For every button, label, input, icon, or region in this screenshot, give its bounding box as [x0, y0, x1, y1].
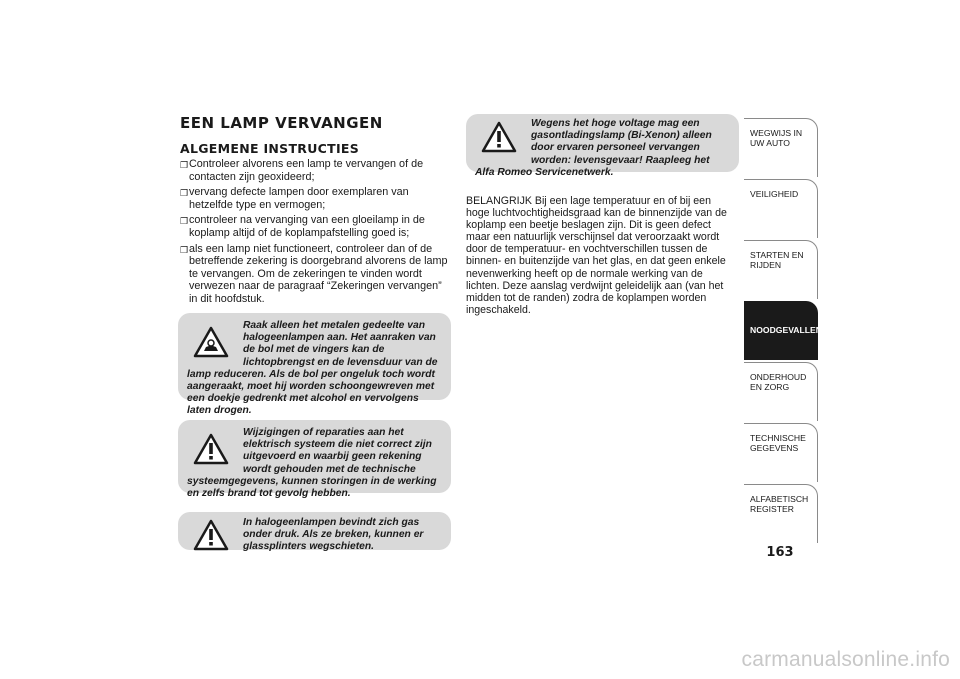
list-item	[180, 158, 452, 183]
list-item	[180, 186, 452, 211]
page-title: EEN LAMP VERVANGEN	[180, 114, 383, 132]
tab-noodgevallen[interactable]	[744, 301, 822, 360]
list-item	[180, 214, 452, 239]
important-paragraph: BELANGRIJK Bij een lage temperatuur en of bij een hoge luchtvochtigheidsgraad kan de binnenzijde van de koplamp een beetje beslagen zijn. Dit is geen defect maar een natuurlijk verschijnsel dat veroorzaakt wordt door de temperatuur- en vochtverschillen tussen de binnen- en buitenzijde van het glas, en dat geen enkele nevenwerking heeft op de normale werking van de lichten. Deze aanslag verdwijnt geleidelijk aan (van het midden tot de randen) zodra de koplampen worden ingeschakeld.	[466, 195, 727, 316]
list-item-text: Controleer alvorens een lamp te vervangen of de contacten zijn geoxideerd;	[189, 158, 424, 183]
bulb-warning-triangle-icon	[193, 326, 229, 358]
checkbox-bullet-icon: ❒	[180, 216, 189, 227]
tab-label: ONDERHOUD EN ZORG	[750, 372, 807, 392]
checkbox-bullet-icon: ❒	[180, 244, 189, 255]
watermark: carmanualsonline.info	[741, 648, 950, 671]
tab-veiligheid[interactable]	[744, 179, 818, 238]
warning-box-bulb-contact	[178, 313, 451, 417]
tab-wegwijs[interactable]	[744, 118, 818, 177]
chapter-tabs	[744, 118, 822, 545]
tab-label: WEGWIJS IN UW AUTO	[750, 128, 803, 148]
page-number: 163	[766, 545, 794, 560]
tab-onderhoud-en-zorg[interactable]	[744, 362, 818, 421]
tab-starten-en-rijden[interactable]	[744, 240, 818, 299]
list-item-text: vervang defecte lampen door exemplaren van hetzelfde type en vermogen;	[189, 186, 409, 211]
tab-label: VEILIGHEID	[750, 189, 799, 199]
section-title: ALGEMENE INSTRUCTIES	[180, 141, 360, 156]
tab-label: NOODGEVALLEN	[750, 325, 822, 335]
list-item-text: controleer na vervanging van een gloeilamp in de koplamp altijd of de koplampafstelling goed is;	[189, 214, 425, 239]
tab-alfabetisch-register[interactable]	[744, 484, 818, 543]
tab-technische-gegevens[interactable]	[744, 423, 818, 482]
warning-text: Wegens het hoge voltage mag een gasontladingslamp (Bi-Xenon) alleen door ervaren personeel vervangen worden: levensgevaar! Raapleeg het Alfa Romeo Servicenetwerk.	[475, 118, 712, 178]
warning-box-electrical	[178, 420, 451, 500]
warning-box-xenon	[466, 114, 739, 178]
tab-label: STARTEN EN RIJDEN	[750, 250, 804, 270]
warning-box-halogen-pressure	[178, 512, 451, 553]
list-item	[180, 243, 452, 306]
warning-triangle-icon	[481, 121, 517, 153]
list-item-text: als een lamp niet functioneert, controleer dan of de betreffende zekering is doorgebrand alvorens de lamp te vervangen. Om de zekeringen te vinden wordt verwezen naar de paragraaf “Zekeringen vervangen” in dit hoofdstuk.	[189, 242, 448, 305]
tab-label: TECHNISCHE GEGEVENS	[750, 433, 806, 453]
instruction-list	[180, 158, 452, 309]
warning-text: Raak alleen het metalen gedeelte van halogeenlampen aan. Het aanraken van de bol met de vingers kan de lichtopbrengst en de levensduur van de lamp reduceren. Als de bol per ongeluk toch wordt aangeraakt, moet hij worden schoongewreven met een doekje gedrenkt met alcohol en vervolgens laten drogen.	[187, 320, 438, 417]
checkbox-bullet-icon: ❒	[180, 160, 189, 170]
warning-triangle-icon	[193, 433, 229, 465]
checkbox-bullet-icon: ❒	[180, 188, 189, 199]
warning-text: Wijzigingen of reparaties aan het elektrisch systeem die niet correct zijn uitgevoerd en waarbij geen rekening wordt gehouden met de technische systeemgegevens, kunnen storingen in de werking en zelfs brand tot gevolg hebben.	[187, 427, 437, 500]
tab-label: ALFABETISCH REGISTER	[750, 494, 809, 514]
warning-triangle-icon	[193, 519, 229, 551]
warning-text: In halogeenlampen bevindt zich gas onder druk. Als ze breken, kunnen er glassplinters wegschieten.	[243, 517, 424, 553]
